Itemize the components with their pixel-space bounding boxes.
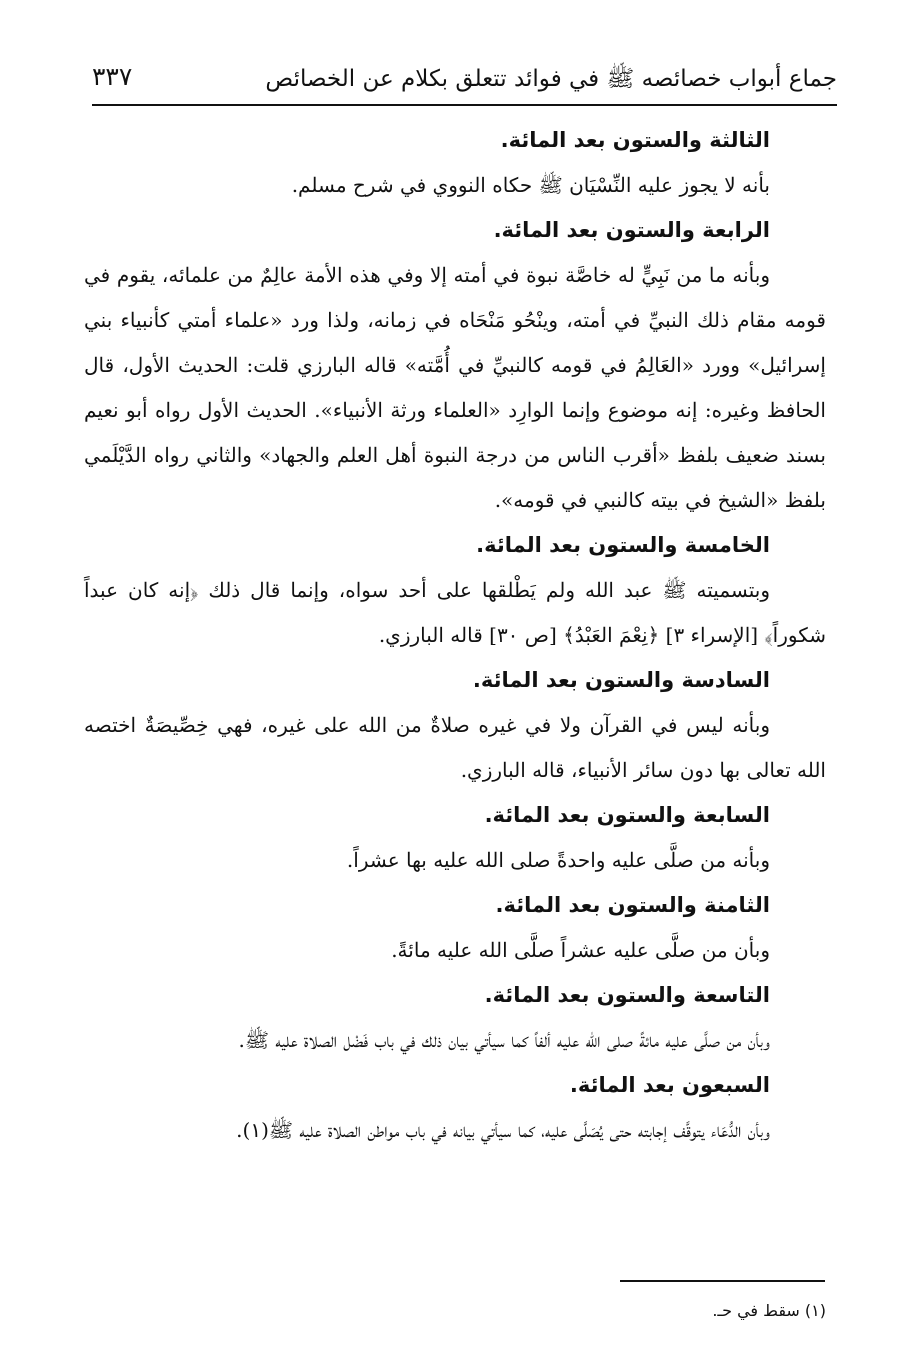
section-heading: الثامنة والستون بعد المائة. — [495, 893, 770, 917]
section-heading: الثالثة والستون بعد المائة. — [500, 128, 770, 152]
paragraph: وبأن الدُّعَاء يتوقَّف إجابته حتى يُصَلَّى عليه، كما سيأتي بيانه في باب مواطن الصلاة عليه ﷺ(١). — [236, 1118, 770, 1142]
footnote-rule — [620, 1280, 825, 1282]
running-header — [92, 58, 837, 100]
header-rule — [92, 104, 837, 106]
section-heading: السبعون بعد المائة. — [569, 1073, 770, 1097]
page-number: ٣٣٧ — [92, 62, 133, 91]
paragraph: وبأنه ليس في القرآن ولا في غيره صلاةٌ من الله على غيره، فهي خِصِّيصَةٌ اختصه الله تعالى بها دون سائر الأنبياء، قاله البارزي. — [84, 713, 826, 782]
paragraph: وبأن من صلَّى عليه مائةً صلى الله عليه ألفاً كما سيأتي بيان ذلك في باب فَضْل الصلاة عليه ﷺ. — [238, 1028, 770, 1052]
section-heading: الرابعة والستون بعد المائة. — [493, 218, 770, 242]
paragraph: وبتسميته ﷺ عبد الله ولم يَطْلقها على أحد سواه، وإنما قال ذلك ﴿إنه كان عبداً شكوراً﴾ [الإسراء ٣] ﴿نِعْمَ العَبْدُ﴾ [ص ٣٠] قاله البارزي. — [84, 578, 826, 647]
footnote: (١) سقط في حـ. — [712, 1301, 826, 1320]
section-heading: السابعة والستون بعد المائة. — [484, 803, 770, 827]
paragraph: وبأنه من صلَّى عليه واحدةً صلى الله عليه بها عشراً. — [346, 848, 770, 872]
section-heading: السادسة والستون بعد المائة. — [472, 668, 770, 692]
section-heading: الخامسة والستون بعد المائة. — [476, 533, 770, 557]
paragraph: بأنه لا يجوز عليه النِّسْيَان ﷺ حكاه النووي في شرح مسلم. — [291, 173, 770, 197]
paragraph: وبأنه ما من نَبِيٍّ له خاصَّة نبوة في أمته إلا وفي هذه الأمة عالِمٌ من علمائه، يقوم في قومه مقام ذلك النبيِّ في أمته، وينْحُو مَنْحَاه في زمانه، ولذا ورد «علماء أمتي كأنبياء بني إسرائيل» وورد «العَالِمُ في قومه كالنبيِّ في أُمَّته» قاله البارزي قلت: الحديث الأول، قال الحافظ وغيره: إنه موضوع وإنما الوارِد «العلماء ورثة الأنبياء». الحديث الأول رواه أبو نعيم بسند ضعيف بلفظ «أقرب الناس من درجة النبوة أهل العلم والجهاد» والثاني رواه الدَّيْلَمي بلفظ «الشيخ في بيته كالنبي في قومه». — [84, 263, 826, 512]
paragraph: وبأن من صلَّى عليه عشراً صلَّى الله عليه مائةً. — [391, 938, 770, 962]
page-body — [84, 118, 826, 1153]
running-header-title: جماع أبواب خصائصه ﷺ في فوائد تتعلق بكلام عن الخصائص — [265, 66, 837, 92]
section-heading: التاسعة والستون بعد المائة. — [484, 983, 770, 1007]
